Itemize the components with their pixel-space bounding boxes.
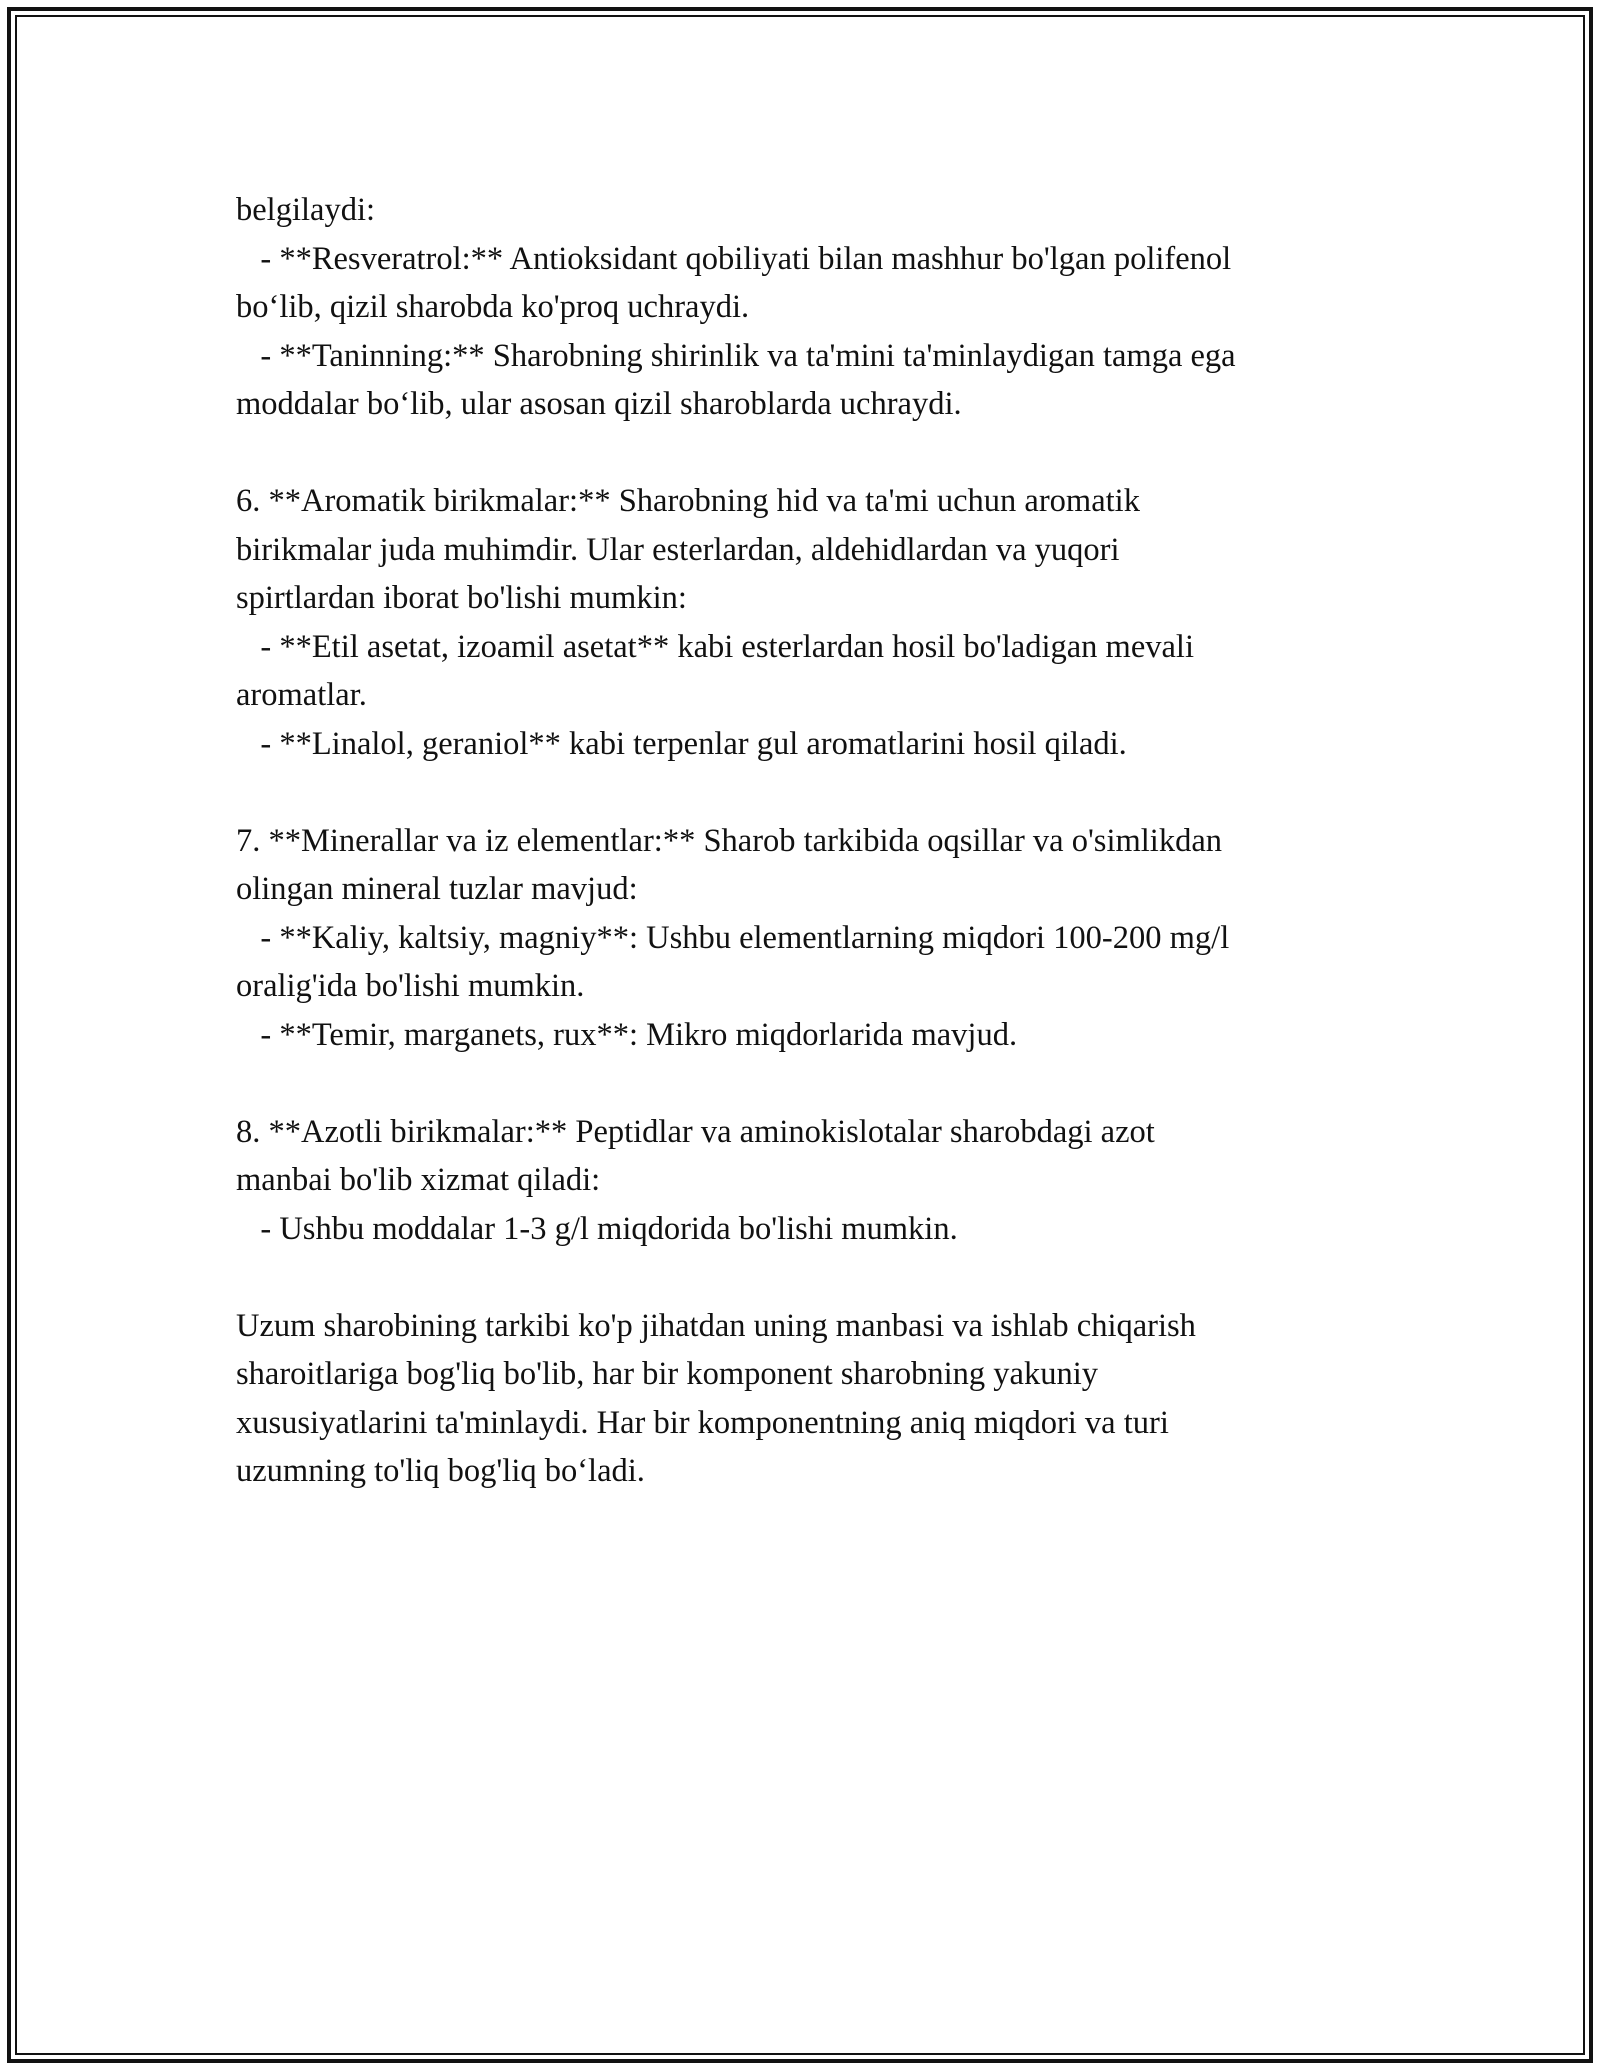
text-line: olingan mineral tuzlar mavjud: (236, 871, 638, 907)
paragraph-gap (236, 1253, 1396, 1302)
document-body (236, 186, 1396, 1496)
text-line: - **Taninning:** Sharobning shirinlik va ta'mini ta'minlaydigan tamga ega (236, 337, 1236, 374)
text-line: - **Etil asetat, izoamil asetat** kabi esterlardan hosil bo'ladigan mevali (236, 628, 1194, 665)
text-line: bo‘lib, qizil sharobda ko'proq uchraydi. (236, 289, 750, 325)
text-line: sharoitlariga bog'liq bo'lib, har bir komponent sharobning yakuniy (236, 1356, 1098, 1392)
paragraph-gap (236, 429, 1396, 478)
text-line: manbai bo'lib xizmat qiladi: (236, 1162, 601, 1198)
text-line: xususiyatlarini ta'minlaydi. Har bir komponentning aniq miqdori va turi (236, 1404, 1169, 1441)
text-line: uzumning to'liq bog'liq bo‘ladi. (236, 1453, 645, 1489)
text-line: 6. **Aromatik birikmalar:** Sharobning hid va ta'mi uchun aromatik (236, 483, 1140, 519)
text-line: Uzum sharobining tarkibi ko'p jihatdan uning manbasi va ishlab chiqarish (236, 1307, 1196, 1344)
text-line: spirtlardan iborat bo'lishi mumkin: (236, 580, 687, 616)
paragraph-gap (236, 768, 1396, 817)
text-line: aromatlar. (236, 677, 367, 713)
text-line: - **Temir, marganets, rux**: Mikro miqdorlarida mavjud. (236, 1016, 1018, 1053)
text-line: - **Kaliy, kaltsiy, magniy**: Ushbu elementlarning miqdori 100-200 mg/l (236, 919, 1230, 956)
text-line: - **Resveratrol:** Antioksidant qobiliyati bilan mashhur bo'lgan polifenol (236, 240, 1232, 277)
text-line: belgilaydi: (236, 192, 375, 228)
paragraph-gap (236, 1059, 1396, 1108)
text-line: 8. **Azotli birikmalar:** Peptidlar va aminokislotalar sharobdagi azot (236, 1113, 1155, 1150)
text-line: - **Linalol, geraniol** kabi terpenlar gul aromatlarini hosil qiladi. (236, 725, 1127, 762)
text-line: 7. **Minerallar va iz elementlar:** Sharob tarkibida oqsillar va o'simlikdan (236, 822, 1222, 859)
text-line: oralig'ida bo'lishi mumkin. (236, 968, 585, 1004)
text-line: moddalar bo‘lib, ular asosan qizil sharoblarda uchraydi. (236, 386, 962, 422)
text-line: birikmalar juda muhimdir. Ular esterlardan, aldehidlardan va yuqori (236, 531, 1120, 568)
text-line: - Ushbu moddalar 1-3 g/l miqdorida bo'lishi mumkin. (236, 1210, 958, 1247)
